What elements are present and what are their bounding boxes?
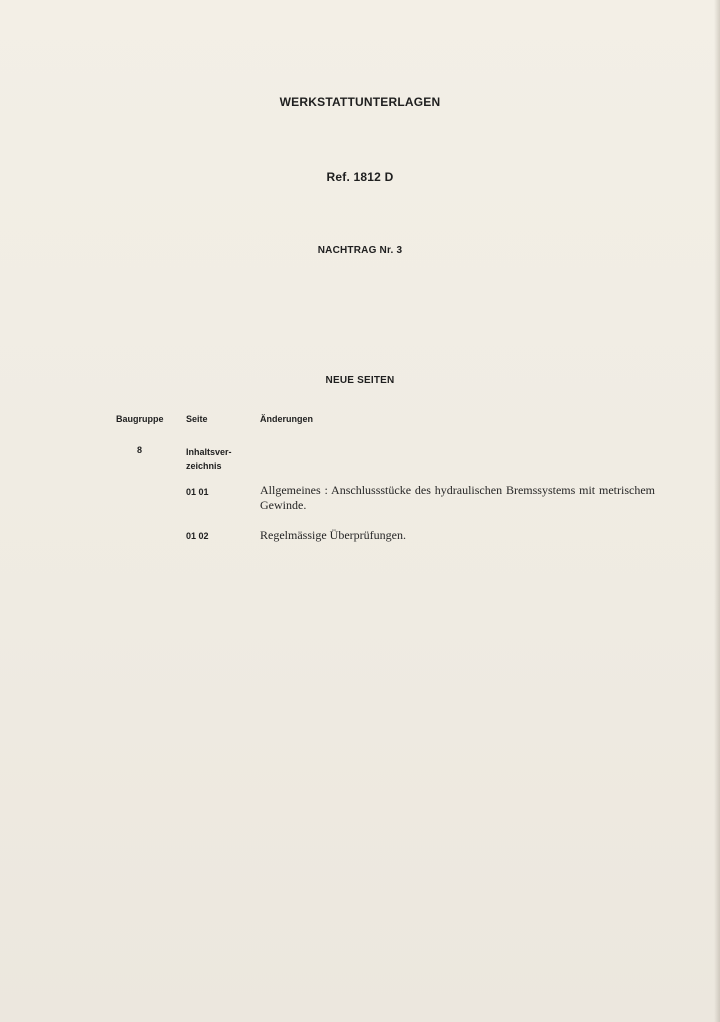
table-row-page: Inhaltsver- zeichnis <box>186 447 232 471</box>
table-row-page: 01 02 <box>186 531 209 541</box>
table-row-change: Regelmässige Überprüfungen. <box>260 528 406 542</box>
document-title: WERKSTATTUNTERLAGEN <box>279 95 441 109</box>
supplement-label: NACHTRAG Nr. 3 <box>317 245 403 256</box>
page-edge-shadow <box>714 0 720 1022</box>
reference-number: Ref. 1812 D <box>326 170 394 184</box>
table-row-change: Allgemeines : Anschlussstücke des hydraulischen Bremssystems mit metrischem Gewinde. <box>260 483 655 512</box>
group-number: 8 <box>137 445 143 455</box>
column-header-changes: Änderungen <box>260 414 313 424</box>
column-header-group: Baugruppe <box>116 414 164 424</box>
column-header-page: Seite <box>186 414 208 424</box>
section-heading: NEUE SEITEN <box>325 375 395 386</box>
table-row-page: 01 01 <box>186 487 209 497</box>
